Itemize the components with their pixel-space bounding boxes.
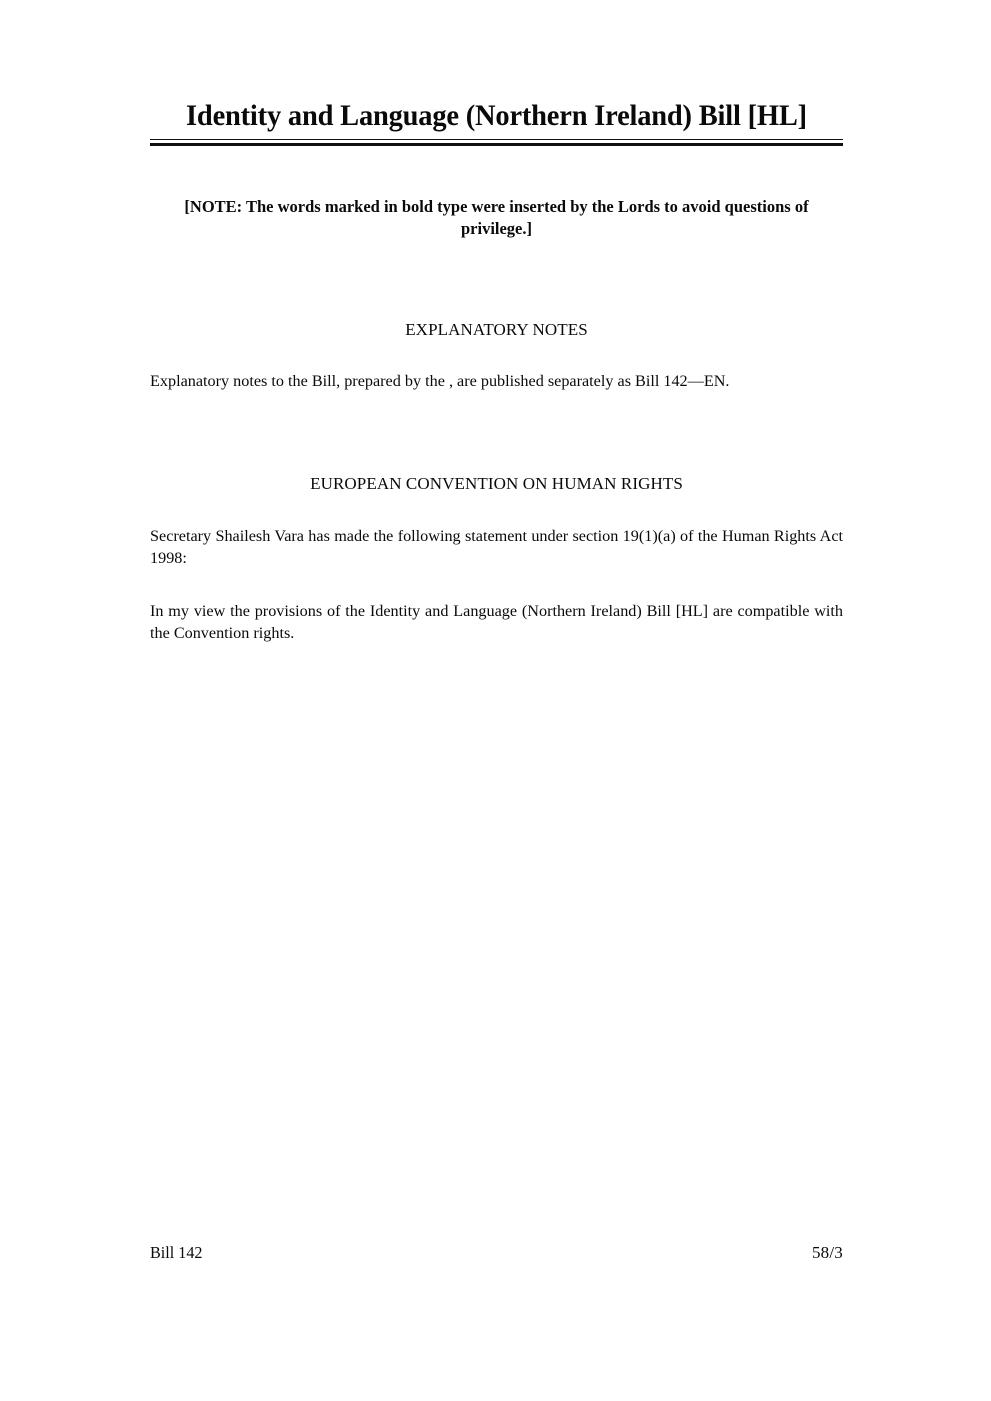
page-footer xyxy=(150,1243,843,1263)
explanatory-notes-paragraph xyxy=(150,370,843,392)
explanatory-notes-text-before-blank: Explanatory notes to the Bill, prepared by the xyxy=(150,372,445,391)
explanatory-notes-text-after-blank: , are published separately as Bill 142—EN. xyxy=(448,372,730,391)
footer-bill-number: Bill 142 xyxy=(150,1243,203,1262)
section-heading-explanatory-notes: EXPLANATORY NOTES xyxy=(405,320,588,340)
echr-statement-body: In my view the provisions of the Identity and Language (Northern Ireland) Bill [HL] are compatible with the Convention rights. xyxy=(150,602,843,643)
title-rule-lower xyxy=(150,143,843,146)
privilege-note: [NOTE: The words marked in bold type were inserted by the Lords to avoid questions of privilege.] xyxy=(184,196,809,239)
page-title: Identity and Language (Northern Ireland) Bill [HL] xyxy=(186,100,807,132)
document-content xyxy=(150,0,843,644)
section-heading-european-convention: EUROPEAN CONVENTION ON HUMAN RIGHTS xyxy=(310,474,683,494)
footer-page-reference: 58/3 xyxy=(811,1243,843,1262)
echr-statement-intro: Secretary Shailesh Vara has made the following statement under section 19(1)(a) of the Human Rights Act 1998: xyxy=(150,527,843,568)
title-block xyxy=(150,100,843,146)
